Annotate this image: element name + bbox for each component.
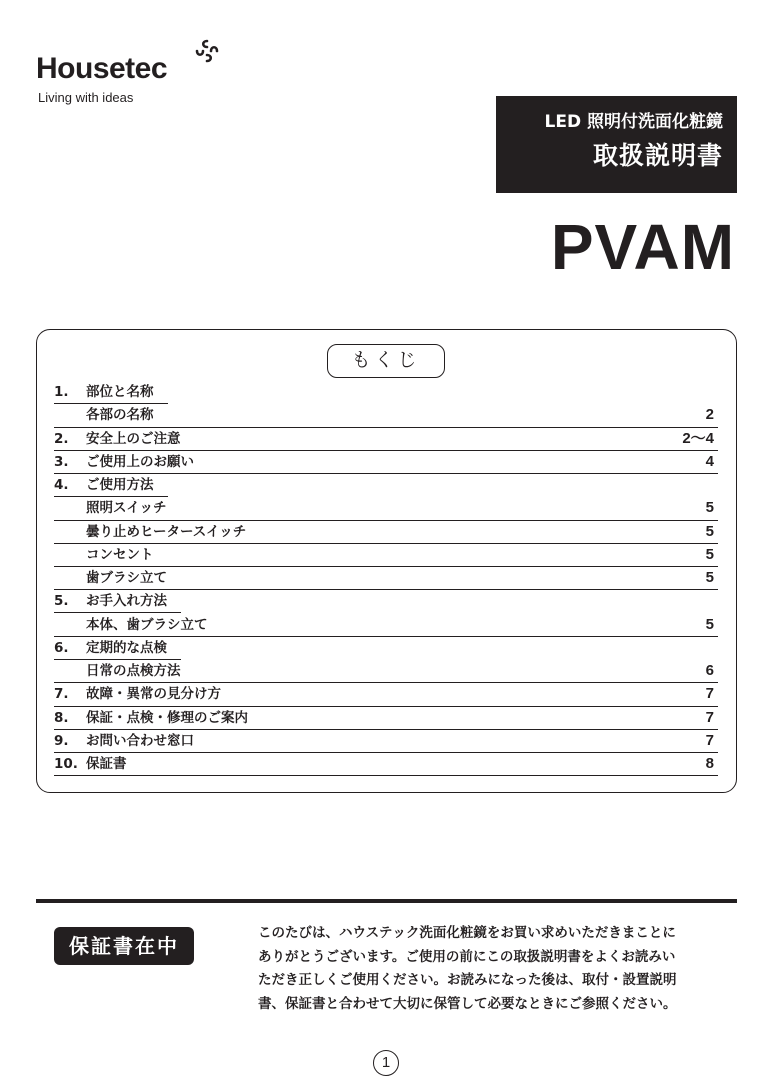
intro-text xyxy=(258,922,738,1016)
toc-section-row xyxy=(54,474,718,497)
intro-line: ありがとうございます。ご使用の前にこの取扱説明書をよくお読みい xyxy=(258,948,676,965)
toc-item-label: 照明スイッチ xyxy=(86,500,167,517)
product-name: LED 照明付洗面化粧鏡 xyxy=(544,112,723,132)
toc-section-label: ご使用上のお願い xyxy=(86,453,194,470)
warranty-enclosed-badge: 保証書在中 xyxy=(54,927,194,965)
toc-item-label: 曇り止めヒータースイッチ xyxy=(86,523,247,540)
toc-page-number: 4 xyxy=(705,452,714,470)
toc-section-heading xyxy=(54,683,235,705)
toc-section-label: お手入れ方法 xyxy=(86,593,167,610)
toc-page-number: 5 xyxy=(705,545,714,563)
toc-section-heading xyxy=(54,474,168,497)
toc-section-heading xyxy=(54,590,181,613)
toc-section-label: お問い合わせ窓口 xyxy=(86,732,194,749)
toc-item-row xyxy=(54,614,718,637)
toc-page-number: 2～4 xyxy=(682,429,714,447)
toc-item-row xyxy=(54,544,718,567)
toc-section-row xyxy=(54,707,718,730)
toc-page-number: 7 xyxy=(705,731,714,749)
toc-section-label: 故障・異常の見分け方 xyxy=(86,686,221,703)
toc-page-number: 5 xyxy=(705,615,714,633)
toc-section-number: 10. xyxy=(54,756,78,772)
toc-item-row xyxy=(54,404,718,427)
toc-page-number: 6 xyxy=(705,662,714,679)
toc-section-label: ご使用方法 xyxy=(86,477,154,493)
toc-section-number: 2. xyxy=(54,430,69,447)
toc-item-label: 歯ブラシ立て xyxy=(86,570,167,586)
toc-list xyxy=(54,381,718,776)
toc-item-row xyxy=(54,521,718,544)
toc-item-label: 各部の名称 xyxy=(86,407,154,424)
logo-swirl-icon xyxy=(194,38,220,64)
toc-section-label: 安全上のご注意 xyxy=(86,430,181,447)
toc-page-number: 7 xyxy=(705,685,714,703)
logo-wordmark: Housetec xyxy=(36,52,168,85)
toc-page-number: 5 xyxy=(705,499,714,517)
toc-item-row xyxy=(54,567,718,590)
toc-section-number: 9. xyxy=(54,732,69,749)
model-number: PVAM xyxy=(550,211,735,283)
toc-item-label: コンセント xyxy=(86,546,154,563)
toc-section-row xyxy=(54,451,718,474)
toc-section-number: 7. xyxy=(54,686,69,703)
toc-section-heading xyxy=(54,753,141,775)
toc-section-label: 定期的な点検 xyxy=(86,639,167,656)
manual-title-box xyxy=(496,96,737,193)
toc-section-row xyxy=(54,753,718,776)
toc-section-row xyxy=(54,590,718,613)
toc-page-number: 5 xyxy=(705,522,714,540)
toc-section-heading xyxy=(54,730,208,752)
toc-section-number: 3. xyxy=(54,453,69,470)
toc-section-row xyxy=(54,428,718,451)
toc-item-label: 本体、歯ブラシ立て xyxy=(86,616,208,633)
toc-section-label: 保証・点検・修理のご案内 xyxy=(86,709,248,726)
toc-section-number: 1. xyxy=(54,384,69,400)
toc-section-heading xyxy=(54,637,181,660)
intro-line: このたびは、ハウステック洗面化粧鏡をお買い求めいただきまことに xyxy=(258,925,676,941)
intro-line: 書、保証書と合わせて大切に保管して必要なときにご参照ください。 xyxy=(258,995,677,1012)
toc-item-label: 日常の点検方法 xyxy=(86,663,181,679)
intro-line: ただき正しくご使用ください。お読みになった後は、取付・設置説明 xyxy=(258,972,677,988)
toc-page-number: 7 xyxy=(705,708,714,726)
toc-item-row xyxy=(54,497,718,520)
toc-section-number: 4. xyxy=(54,477,69,493)
toc-section-number: 8. xyxy=(54,709,69,726)
toc-section-number: 6. xyxy=(54,639,69,656)
toc-section-row xyxy=(54,637,718,660)
toc-page-number: 8 xyxy=(705,755,714,772)
toc-section-row xyxy=(54,683,718,706)
toc-section-number: 5. xyxy=(54,593,69,610)
toc-section-row xyxy=(54,730,718,753)
toc-page-number: 2 xyxy=(705,406,714,424)
toc-section-row xyxy=(54,381,718,404)
toc-section-heading xyxy=(54,451,208,473)
toc-heading: もくじ xyxy=(327,344,445,378)
logo-tagline: Living with ideas xyxy=(38,90,134,105)
manual-title: 取扱説明書 xyxy=(592,141,723,170)
toc-section-heading xyxy=(54,381,168,404)
housetec-logo xyxy=(36,38,226,113)
toc-section-label: 部位と名称 xyxy=(86,384,154,400)
toc-item-row xyxy=(54,660,718,683)
divider-rule xyxy=(36,899,737,903)
toc-section-heading xyxy=(54,707,262,729)
page-number: 1 xyxy=(373,1050,399,1076)
toc-section-label: 保証書 xyxy=(86,756,127,772)
toc-page-number: 5 xyxy=(705,569,714,586)
toc-section-heading xyxy=(54,428,195,450)
